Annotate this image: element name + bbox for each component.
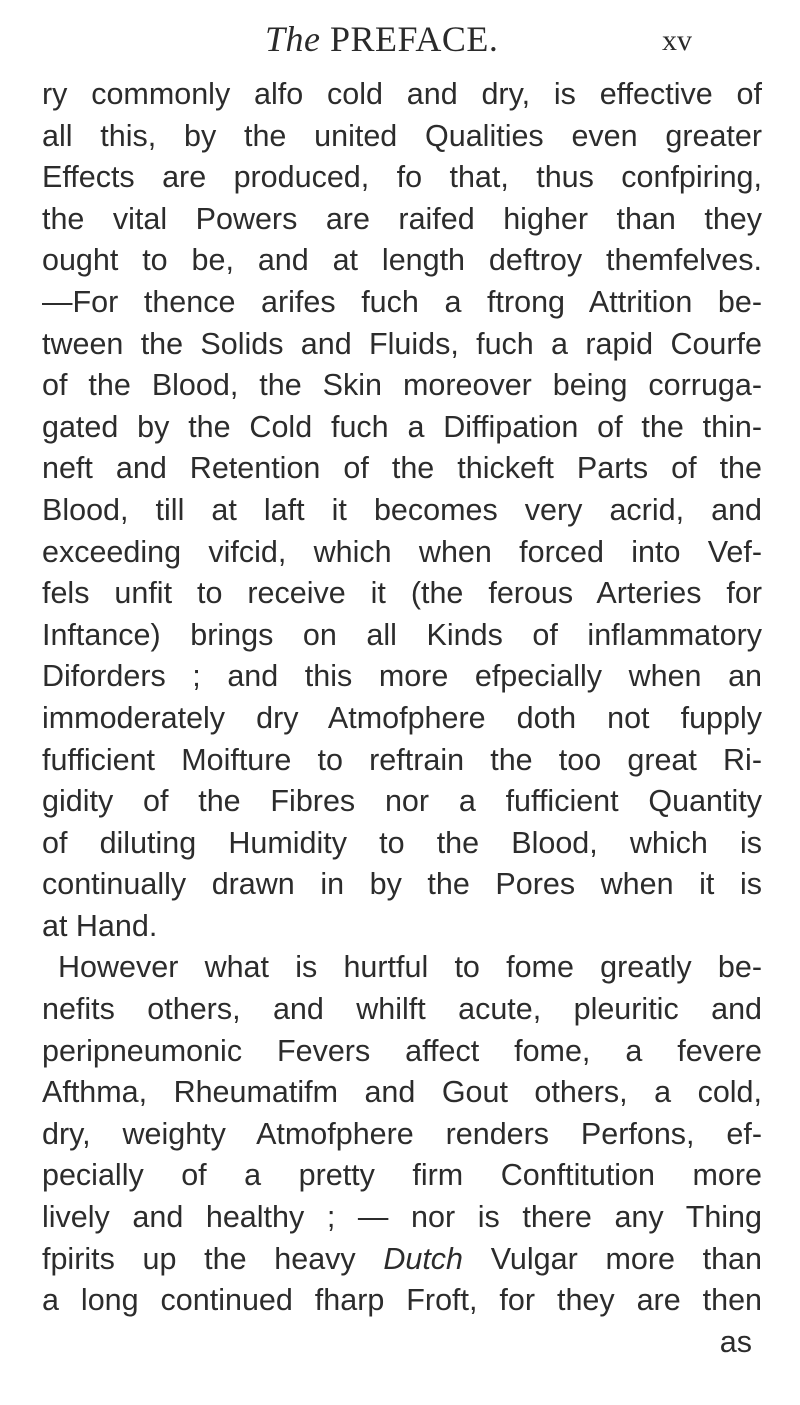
running-title-the: The: [265, 19, 321, 59]
text-line: —For thence arifes fuch a ftrong Attrition be-: [42, 284, 762, 319]
text-line: of the Blood, the Skin moreover being corruga-: [42, 368, 762, 403]
text-line: all this, by the united Qualities even greater: [42, 118, 762, 153]
text-line: neft and Retention of the thickeft Parts of the: [42, 451, 762, 486]
text-line: fufficient Moifture to reftrain the too great Ri-: [42, 742, 762, 777]
text-line: immoderately dry Atmofphere doth not fupply: [42, 700, 762, 735]
text-fragment: fpirits up the heavy: [42, 1241, 384, 1276]
text-fragment: Vulgar more than: [463, 1241, 762, 1276]
text-line: lively and healthy ; — nor is there any Thing: [42, 1200, 762, 1235]
text-line: gidity of the Fibres nor a fufficient Quantity: [42, 784, 762, 819]
text-line: the vital Powers are raifed higher than they: [42, 201, 762, 236]
body-text: [42, 74, 762, 1363]
page-number: xv: [662, 24, 692, 57]
text-line: Inftance) brings on all Kinds of inflammatory: [42, 617, 762, 652]
catchword: as: [719, 1324, 752, 1359]
text-line: at Hand.: [42, 908, 158, 943]
text-line: Diforders ; and this more efpecially when an: [42, 659, 762, 694]
text-line: Blood, till at laft it becomes very acrid, and: [42, 492, 762, 527]
text-line: continually drawn in by the Pores when it is: [42, 867, 762, 902]
running-header: [0, 18, 800, 68]
text-line: Effects are produced, fo that, thus confpiring,: [42, 160, 762, 195]
text-line: However what is hurtful to fome greatly be-: [58, 950, 762, 985]
italic-word-dutch: Dutch: [383, 1241, 464, 1276]
text-line: gated by the Cold fuch a Diffipation of the thin-: [42, 409, 762, 444]
text-line: pecially of a pretty firm Conftitution more: [42, 1158, 762, 1193]
text-line-dutch: [42, 1239, 762, 1281]
text-line: fels unfit to receive it (the ferous Arteries for: [42, 576, 762, 611]
text-line: ry commonly alfo cold and dry, is effective of: [42, 77, 762, 111]
text-line: ought to be, and at length deftroy themfelves.: [42, 243, 762, 278]
text-line: tween the Solids and Fluids, fuch a rapid Courfe: [42, 326, 762, 361]
running-title-preface: PREFACE.: [320, 19, 499, 59]
text-line: nefits others, and whilft acute, pleuritic and: [42, 992, 762, 1027]
running-title: [265, 18, 498, 60]
text-line: exceeding vifcid, which when forced into Vef-: [42, 534, 762, 569]
text-line: Afthma, Rheumatifm and Gout others, a cold,: [42, 1075, 762, 1110]
text-line: a long continued fharp Froft, for they are then: [42, 1283, 762, 1318]
text-line: dry, weighty Atmofphere renders Perfons, ef-: [42, 1116, 762, 1151]
text-line: peripneumonic Fevers affect fome, a fevere: [42, 1033, 762, 1068]
text-line: of diluting Humidity to the Blood, which is: [42, 825, 762, 860]
